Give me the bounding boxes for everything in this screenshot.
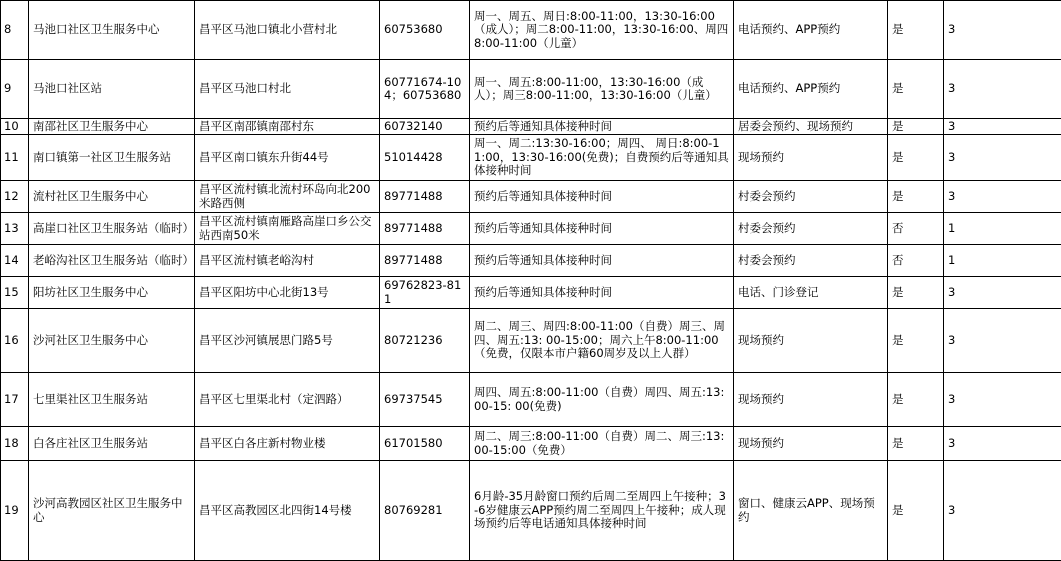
count-value: 3 bbox=[944, 427, 1061, 461]
booking-method: 村委会预约 bbox=[734, 213, 888, 245]
yes-no-flag: 是 bbox=[888, 373, 944, 427]
clinic-address: 昌平区流村镇北流村环岛向北200米路西侧 bbox=[195, 181, 380, 213]
clinic-phone: 80769281 bbox=[380, 461, 470, 561]
clinic-phone: 51014428 bbox=[380, 135, 470, 181]
clinic-name: 七里渠社区卫生服务站 bbox=[29, 373, 195, 427]
clinic-phone: 69762823-811 bbox=[380, 277, 470, 309]
booking-method: 窗口、健康云APP、现场预约 bbox=[734, 461, 888, 561]
booking-method: 电话预约、APP预约 bbox=[734, 1, 888, 60]
row-number: 17 bbox=[1, 373, 29, 427]
clinic-phone: 89771488 bbox=[380, 245, 470, 277]
count-value: 3 bbox=[944, 461, 1061, 561]
vaccination-time: 周二、周三、周四:8:00-11:00（自费）周三、周四、周五:13: 00-15:00；周六上午8:00-11:00（免费，仅限本市户籍60周岁及以上人群） bbox=[470, 309, 734, 373]
row-number: 15 bbox=[1, 277, 29, 309]
count-value: 3 bbox=[944, 135, 1061, 181]
yes-no-flag: 是 bbox=[888, 135, 944, 181]
clinic-address: 昌平区高教园区北四街14号楼 bbox=[195, 461, 380, 561]
clinic-phone: 60753680 bbox=[380, 1, 470, 60]
booking-method: 居委会预约、现场预约 bbox=[734, 119, 888, 135]
clinic-address: 昌平区南口镇东升街44号 bbox=[195, 135, 380, 181]
clinic-phone: 89771488 bbox=[380, 213, 470, 245]
clinic-phone: 89771488 bbox=[380, 181, 470, 213]
clinic-name: 白各庄社区卫生服务站 bbox=[29, 427, 195, 461]
vaccination-time: 周四、周五:8:00-11:00（自费）周四、周五:13: 00-15: 00(免费) bbox=[470, 373, 734, 427]
row-number: 8 bbox=[1, 1, 29, 60]
table-row bbox=[1, 309, 1061, 373]
count-value: 3 bbox=[944, 277, 1061, 309]
row-number: 18 bbox=[1, 427, 29, 461]
table-row bbox=[1, 373, 1061, 427]
row-number: 19 bbox=[1, 461, 29, 561]
count-value: 3 bbox=[944, 309, 1061, 373]
count-value: 3 bbox=[944, 181, 1061, 213]
clinic-name: 老峪沟社区卫生服务站（临时） bbox=[29, 245, 195, 277]
row-number: 13 bbox=[1, 213, 29, 245]
clinic-phone: 60771674-104；60753680 bbox=[380, 60, 470, 119]
yes-no-flag: 是 bbox=[888, 60, 944, 119]
clinic-name: 流村社区卫生服务中心 bbox=[29, 181, 195, 213]
table-row bbox=[1, 245, 1061, 277]
table-row bbox=[1, 213, 1061, 245]
yes-no-flag: 是 bbox=[888, 427, 944, 461]
clinic-address: 昌平区流村镇南雁路高崖口乡公交站西南50米 bbox=[195, 213, 380, 245]
clinic-phone: 61701580 bbox=[380, 427, 470, 461]
count-value: 3 bbox=[944, 60, 1061, 119]
clinic-phone: 80721236 bbox=[380, 309, 470, 373]
booking-method: 电话预约、APP预约 bbox=[734, 60, 888, 119]
yes-no-flag: 是 bbox=[888, 461, 944, 561]
table-body bbox=[1, 1, 1061, 561]
vaccination-time: 周一、周二:13:30-16:00；周四、 周日:8:00-11:00，13:30-16:00(免费)；自费预约后等通知具体接种时间 bbox=[470, 135, 734, 181]
clinic-address: 昌平区南邵镇南邵村东 bbox=[195, 119, 380, 135]
table-row bbox=[1, 1, 1061, 60]
vaccination-time: 周二、周三:8:00-11:00（自费）周二、周三:13:00-15:00（免费） bbox=[470, 427, 734, 461]
clinic-name: 马池口社区卫生服务中心 bbox=[29, 1, 195, 60]
clinic-address: 昌平区流村镇老峪沟村 bbox=[195, 245, 380, 277]
clinic-name: 马池口社区站 bbox=[29, 60, 195, 119]
yes-no-flag: 是 bbox=[888, 119, 944, 135]
count-value: 1 bbox=[944, 213, 1061, 245]
clinic-address: 昌平区沙河镇展思门路5号 bbox=[195, 309, 380, 373]
table-row bbox=[1, 135, 1061, 181]
booking-method: 现场预约 bbox=[734, 427, 888, 461]
clinic-address: 昌平区白各庄新村物业楼 bbox=[195, 427, 380, 461]
booking-method: 现场预约 bbox=[734, 373, 888, 427]
booking-method: 村委会预约 bbox=[734, 181, 888, 213]
clinic-address: 昌平区马池口村北 bbox=[195, 60, 380, 119]
row-number: 11 bbox=[1, 135, 29, 181]
booking-method: 现场预约 bbox=[734, 309, 888, 373]
yes-no-flag: 是 bbox=[888, 181, 944, 213]
table-row bbox=[1, 427, 1061, 461]
count-value: 3 bbox=[944, 119, 1061, 135]
clinic-phone: 60732140 bbox=[380, 119, 470, 135]
row-number: 14 bbox=[1, 245, 29, 277]
row-number: 9 bbox=[1, 60, 29, 119]
booking-method: 现场预约 bbox=[734, 135, 888, 181]
booking-method: 村委会预约 bbox=[734, 245, 888, 277]
clinic-address: 昌平区阳坊中心北街13号 bbox=[195, 277, 380, 309]
vaccination-time: 预约后等通知具体接种时间 bbox=[470, 181, 734, 213]
vaccination-time: 预约后等通知具体接种时间 bbox=[470, 119, 734, 135]
clinic-phone: 69737545 bbox=[380, 373, 470, 427]
yes-no-flag: 是 bbox=[888, 1, 944, 60]
row-number: 10 bbox=[1, 119, 29, 135]
clinic-name: 高崖口社区卫生服务站（临时） bbox=[29, 213, 195, 245]
count-value: 3 bbox=[944, 1, 1061, 60]
clinic-name: 阳坊社区卫生服务中心 bbox=[29, 277, 195, 309]
row-number: 12 bbox=[1, 181, 29, 213]
clinic-name: 南邵社区卫生服务中心 bbox=[29, 119, 195, 135]
yes-no-flag: 是 bbox=[888, 277, 944, 309]
table-row bbox=[1, 119, 1061, 135]
vaccination-time: 预约后等通知具体接种时间 bbox=[470, 213, 734, 245]
vaccination-time: 预约后等通知具体接种时间 bbox=[470, 245, 734, 277]
vaccination-time: 预约后等通知具体接种时间 bbox=[470, 277, 734, 309]
vaccination-time: 周一、周五:8:00-11:00，13:30-16:00（成人）；周三8:00-11:00，13:30-16:00（儿童） bbox=[470, 60, 734, 119]
table-row bbox=[1, 181, 1061, 213]
clinic-name: 沙河高教园区社区卫生服务中心 bbox=[29, 461, 195, 561]
vaccination-time: 周一、周五、周日:8:00-11:00，13:30-16:00（成人）；周二8:00-11:00，13:30-16:00、周四8:00-11:00（儿童） bbox=[470, 1, 734, 60]
yes-no-flag: 是 bbox=[888, 309, 944, 373]
table-row bbox=[1, 461, 1061, 561]
clinic-name: 沙河社区卫生服务中心 bbox=[29, 309, 195, 373]
yes-no-flag: 否 bbox=[888, 245, 944, 277]
table-row bbox=[1, 277, 1061, 309]
vaccination-time: 6月龄-35月龄窗口预约后周二至周四上午接种；3-6岁健康云APP预约周二至周四上午接种；成人现场预约后等电话通知具体接种时间 bbox=[470, 461, 734, 561]
clinic-name: 南口镇第一社区卫生服务站 bbox=[29, 135, 195, 181]
count-value: 3 bbox=[944, 373, 1061, 427]
clinic-address: 昌平区七里渠北村（定泗路） bbox=[195, 373, 380, 427]
row-number: 16 bbox=[1, 309, 29, 373]
booking-method: 电话、门诊登记 bbox=[734, 277, 888, 309]
yes-no-flag: 否 bbox=[888, 213, 944, 245]
table-row bbox=[1, 60, 1061, 119]
clinic-address: 昌平区马池口镇北小营村北 bbox=[195, 1, 380, 60]
count-value: 1 bbox=[944, 245, 1061, 277]
